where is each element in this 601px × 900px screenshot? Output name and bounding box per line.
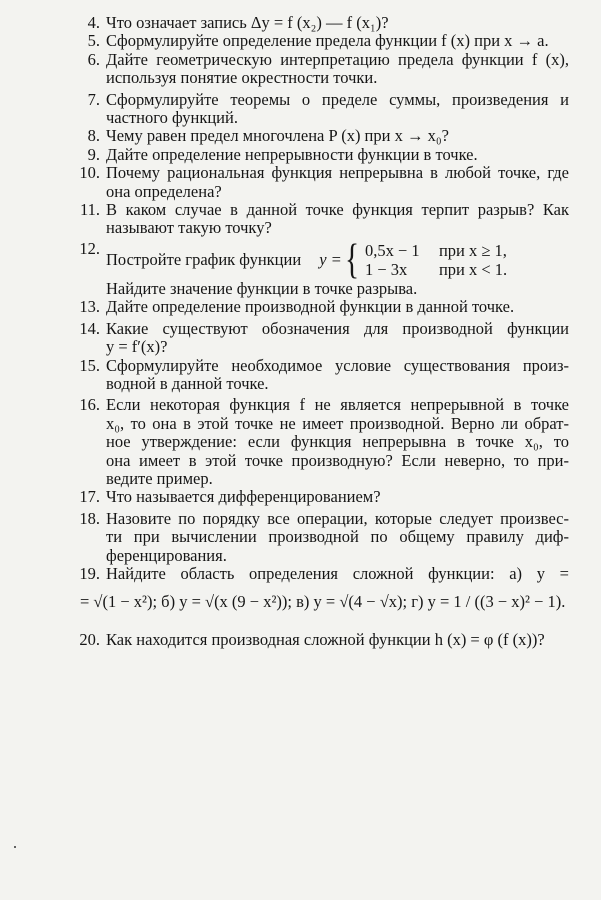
- print-speck: [14, 846, 16, 848]
- question-text-line: Назовите по порядку все операции, которые следует произвес-: [106, 508, 569, 528]
- question-item: [0, 164, 601, 201]
- question-text-line: водной в данной точке.: [106, 373, 269, 393]
- question-list: [0, 14, 601, 650]
- question-item: [0, 631, 601, 649]
- question-number: 19.: [79, 563, 100, 583]
- question-number: 14.: [79, 318, 100, 338]
- question-text-line: Найдите значение функции в точке разрыва.: [106, 278, 418, 298]
- case-condition: при x < 1.: [438, 259, 508, 279]
- question-text-line: Сформулируйте необходимое условие существования произ-: [106, 355, 569, 375]
- question-item: [0, 32, 601, 50]
- piecewise-row: [106, 236, 569, 283]
- question-number: 13.: [79, 297, 100, 317]
- question-text-line: Дайте геометрическую интерпретацию предела функции f (x),: [106, 49, 569, 69]
- question-item: [0, 488, 601, 506]
- question-text-line: Дайте определение непрерывности функции в точке.: [106, 144, 478, 164]
- question-item: [0, 510, 601, 565]
- question-item: [0, 201, 601, 238]
- question-number: 15.: [79, 355, 100, 375]
- question-number: 5.: [87, 31, 100, 51]
- piecewise-case: [365, 241, 507, 260]
- case-expression: 0,5x − 1: [364, 240, 420, 260]
- question-text-line: Что называется дифференцированием?: [106, 487, 381, 507]
- question-number: 8.: [87, 126, 100, 146]
- function-name: y =: [319, 249, 342, 269]
- question-number: 10.: [79, 163, 100, 183]
- question-item: [0, 127, 601, 145]
- question-number: 12.: [79, 238, 100, 258]
- question-text-line: ведите пример.: [106, 468, 213, 488]
- question-text: Постройте график функции: [106, 249, 302, 269]
- question-text-line: ное утверждение: если функция непрерывна в точке x₀, то: [106, 432, 569, 452]
- case-expression: 1 − 3x: [364, 259, 408, 279]
- piecewise-case: [365, 260, 507, 279]
- question-text-line: Дайте определение производной функции в данной точке.: [106, 297, 515, 317]
- question-text-line: Сформулируйте определение предела функции f (x) при x → a.: [106, 31, 549, 51]
- question-text-line: В каком случае в данной точке функция терпит разрыв? Как: [106, 200, 569, 220]
- question-item: [0, 565, 601, 613]
- formula-line: = √(1 − x²); б) y = √(x (9 − x²)); в) y = √(4 − √x); г) y = 1 / ((3 − x)² − 1).: [80, 592, 566, 612]
- question-item: [0, 357, 601, 394]
- question-text-line: x₀, то она в этой точке не имеет производной. Верно ли обрат-: [106, 413, 569, 433]
- question-item: [0, 298, 601, 316]
- question-number: 16.: [79, 395, 100, 415]
- question-number: 18.: [79, 508, 100, 528]
- question-text-line: Чему равен предел многочлена P (x) при x → x₀?: [106, 126, 449, 146]
- question-text-line: Почему рациональная функция непрерывна в любой точке, где: [106, 163, 569, 183]
- question-item: [0, 91, 601, 128]
- question-number: 4.: [87, 13, 100, 32]
- question-text-line: она имеет в этой точке производную? Если неверно, то при-: [106, 450, 569, 470]
- piecewise-cases: [365, 241, 507, 279]
- question-number: 9.: [87, 144, 100, 164]
- question-text-line: используя понятие окрестности точки.: [106, 68, 378, 88]
- question-text-line: называют такую точку?: [106, 218, 272, 238]
- brace-symbol: {: [344, 236, 359, 283]
- question-item: [0, 51, 601, 88]
- question-number: 20.: [79, 630, 100, 650]
- question-item: [0, 14, 601, 32]
- question-text-line: ти при вычислении производной по общему правилу диф-: [106, 527, 569, 547]
- question-text-line: y = f′(x)?: [106, 337, 168, 357]
- question-text-line: Как находится производная сложной функции h (x) = φ (f (x))?: [106, 630, 545, 650]
- question-text-line: Найдите область определения сложной функции: а) y =: [106, 563, 569, 583]
- question-text-line: ференцирования.: [106, 545, 227, 565]
- question-number: 6.: [87, 49, 100, 69]
- question-text-line: Сформулируйте теоремы о пределе суммы, произведения и: [106, 89, 569, 109]
- question-item: [0, 320, 601, 357]
- question-item: [0, 146, 601, 164]
- question-item: [0, 236, 601, 298]
- question-text-line: она определена?: [106, 181, 222, 201]
- question-item: [0, 396, 601, 488]
- question-text-line: Если некоторая функция f не является непрерывной в точке: [106, 395, 569, 415]
- case-condition: при x ≥ 1,: [438, 240, 507, 260]
- question-number: 7.: [87, 89, 100, 109]
- question-text-line: частного функций.: [106, 108, 238, 128]
- question-text-line: Какие существуют обозначения для производной функции: [106, 318, 569, 338]
- question-number: 11.: [79, 200, 100, 220]
- question-text-line: Что означает запись Δy = f (x₂) — f (x₁)?: [106, 13, 389, 32]
- question-number: 17.: [79, 487, 100, 507]
